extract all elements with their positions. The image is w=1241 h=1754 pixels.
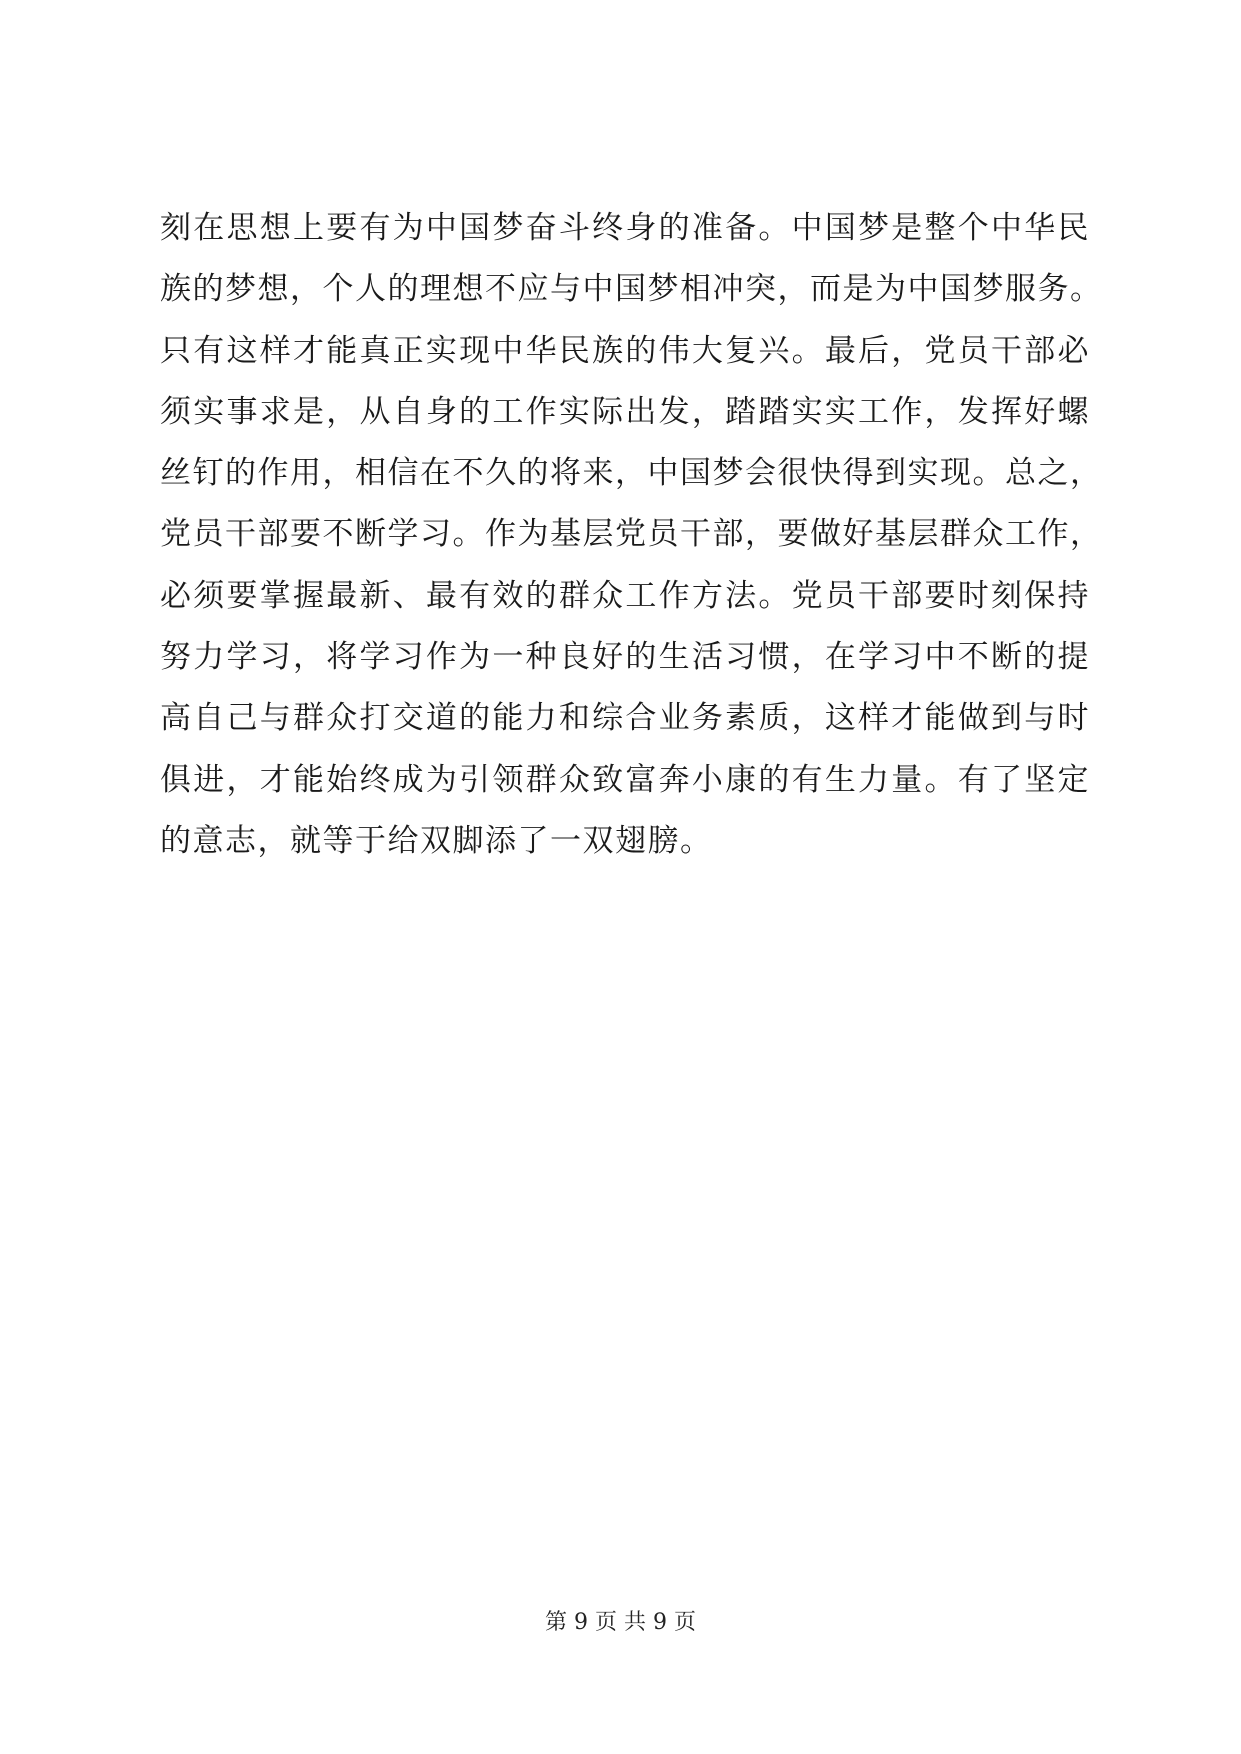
text-line: 俱进，才能始终成为引领群众致富奔小康的有生力量。有了坚定 <box>160 761 1090 798</box>
text-line: 只有这样才能真正实现中华民族的伟大复兴。最后，党员干部必 <box>160 332 1090 369</box>
text-line: 的意志，就等于给双脚添了一双翅膀。 <box>160 822 713 859</box>
text-line: 努力学习，将学习作为一种良好的生活习惯，在学习中不断的提 <box>160 639 1090 676</box>
text-line: 必须要掌握最新、最有效的群众工作方法。党员干部要时刻保持 <box>160 577 1090 614</box>
page-footer: 第 9 页 共 9 页 <box>545 1610 696 1635</box>
text-line: 刻在思想上要有为中国梦奋斗终身的准备。中国梦是整个中华民 <box>160 210 1090 246</box>
text-line: 族的梦想，个人的理想不应与中国梦相冲突，而是为中国梦服务。 <box>160 271 1103 308</box>
body-paragraph <box>160 198 1103 872</box>
text-line: 丝钉的作用，相信在不久的将来，中国梦会很快得到实现。总之， <box>160 455 1103 492</box>
text-line: 须实事求是，从自身的工作实际出发，踏踏实实工作，发挥好螺 <box>160 393 1090 430</box>
text-line: 党员干部要不断学习。作为基层党员干部，要做好基层群众工作， <box>160 516 1103 553</box>
text-line: 高自己与群众打交道的能力和综合业务素质，这样才能做到与时 <box>160 700 1090 737</box>
